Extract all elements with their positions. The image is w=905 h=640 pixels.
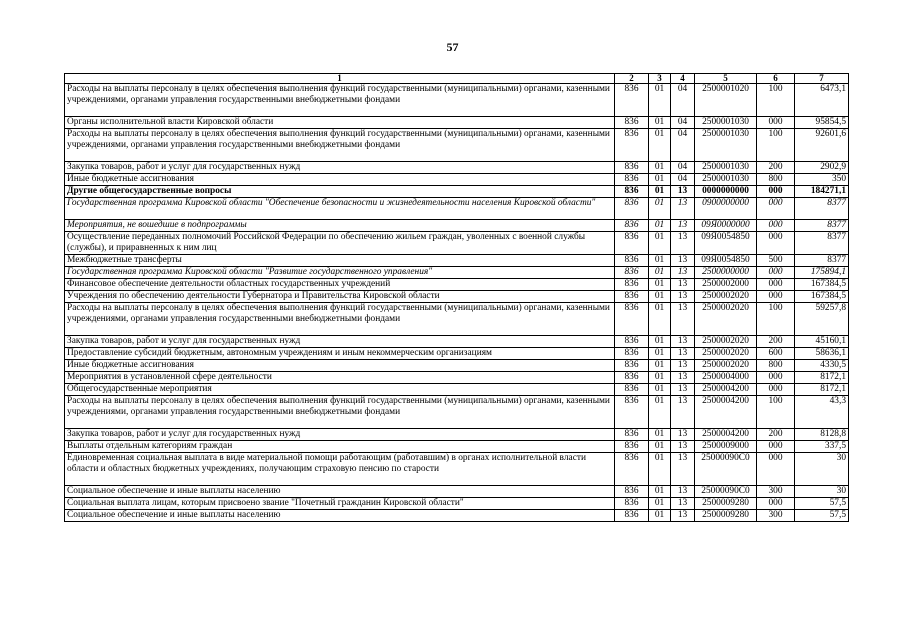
- table-row: [65, 117, 849, 129]
- row-code-ministry: 836: [615, 396, 649, 429]
- row-code-target: 2500009000: [695, 441, 757, 453]
- row-code-subsection: 13: [671, 498, 695, 510]
- row-code-subsection: 13: [671, 396, 695, 429]
- row-code-section: 01: [649, 453, 671, 486]
- row-code-expense-type: 000: [757, 220, 795, 232]
- row-code-expense-type: 000: [757, 198, 795, 220]
- row-amount: 2902,9: [795, 162, 849, 174]
- row-code-ministry: 836: [615, 291, 649, 303]
- table-row: [65, 232, 849, 255]
- row-code-section: 01: [649, 372, 671, 384]
- budget-table: [64, 73, 849, 522]
- row-code-section: 01: [649, 291, 671, 303]
- row-code-section: 01: [649, 396, 671, 429]
- table-row: [65, 198, 849, 220]
- row-code-expense-type: 300: [757, 510, 795, 522]
- row-code-ministry: 836: [615, 303, 649, 336]
- row-code-target: 2500004200: [695, 396, 757, 429]
- row-code-target: 2500000000: [695, 267, 757, 279]
- row-amount: 92601,6: [795, 129, 849, 162]
- row-code-expense-type: 600: [757, 348, 795, 360]
- row-code-target: 2500001030: [695, 117, 757, 129]
- row-code-expense-type: 800: [757, 360, 795, 372]
- row-code-subsection: 13: [671, 372, 695, 384]
- row-code-subsection: 13: [671, 255, 695, 267]
- table-row: [65, 162, 849, 174]
- row-code-subsection: 13: [671, 291, 695, 303]
- row-code-ministry: 836: [615, 162, 649, 174]
- row-name: Закупка товаров, работ и услуг для государственных нужд: [65, 336, 615, 348]
- row-amount: 30: [795, 486, 849, 498]
- col-header-4: 4: [671, 74, 695, 84]
- row-code-subsection: 13: [671, 384, 695, 396]
- row-code-expense-type: 000: [757, 291, 795, 303]
- row-amount: 8172,1: [795, 372, 849, 384]
- row-name: Органы исполнительной власти Кировской области: [65, 117, 615, 129]
- row-code-expense-type: 000: [757, 372, 795, 384]
- row-code-subsection: 13: [671, 303, 695, 336]
- row-code-subsection: 13: [671, 348, 695, 360]
- row-code-subsection: 13: [671, 220, 695, 232]
- row-code-section: 01: [649, 498, 671, 510]
- row-code-target: 2500004200: [695, 384, 757, 396]
- table-row: [65, 360, 849, 372]
- row-amount: 6473,1: [795, 84, 849, 117]
- row-code-ministry: 836: [615, 429, 649, 441]
- row-code-ministry: 836: [615, 498, 649, 510]
- row-name: Социальная выплата лицам, которым присвоено звание "Почетный гражданин Кировской области": [65, 498, 615, 510]
- row-code-expense-type: 500: [757, 255, 795, 267]
- row-code-subsection: 13: [671, 336, 695, 348]
- row-code-ministry: 836: [615, 384, 649, 396]
- table-row: [65, 498, 849, 510]
- row-amount: 43,3: [795, 396, 849, 429]
- row-code-ministry: 836: [615, 372, 649, 384]
- row-code-subsection: 04: [671, 129, 695, 162]
- row-code-subsection: 13: [671, 360, 695, 372]
- row-name: Государственная программа Кировской области "Развитие государственного управления": [65, 267, 615, 279]
- row-name: Предоставление субсидий бюджетным, автономным учреждениям и иным некоммерческим организациям: [65, 348, 615, 360]
- row-code-ministry: 836: [615, 84, 649, 117]
- row-code-subsection: 13: [671, 279, 695, 291]
- row-code-expense-type: 100: [757, 396, 795, 429]
- row-code-ministry: 836: [615, 198, 649, 220]
- row-code-subsection: 13: [671, 198, 695, 220]
- row-name: Социальное обеспечение и иные выплаты населению: [65, 486, 615, 498]
- table-row: [65, 291, 849, 303]
- row-code-target: 2500004200: [695, 429, 757, 441]
- row-code-section: 01: [649, 510, 671, 522]
- row-amount: 57,5: [795, 498, 849, 510]
- col-header-1: 1: [65, 74, 615, 84]
- table-row: [65, 267, 849, 279]
- row-code-section: 01: [649, 336, 671, 348]
- row-code-target: 2500002020: [695, 360, 757, 372]
- row-code-section: 01: [649, 267, 671, 279]
- row-code-expense-type: 300: [757, 486, 795, 498]
- row-amount: 8172,1: [795, 384, 849, 396]
- row-code-ministry: 836: [615, 360, 649, 372]
- table-row: [65, 174, 849, 186]
- row-name: Общегосударственные мероприятия: [65, 384, 615, 396]
- row-code-expense-type: 000: [757, 267, 795, 279]
- row-code-subsection: 13: [671, 453, 695, 486]
- row-code-section: 01: [649, 348, 671, 360]
- row-code-section: 01: [649, 162, 671, 174]
- row-amount: 8377: [795, 255, 849, 267]
- table-row: [65, 429, 849, 441]
- row-code-ministry: 836: [615, 279, 649, 291]
- row-code-ministry: 836: [615, 267, 649, 279]
- row-code-target: 2500002020: [695, 336, 757, 348]
- row-code-ministry: 836: [615, 255, 649, 267]
- row-code-ministry: 836: [615, 186, 649, 198]
- row-code-section: 01: [649, 486, 671, 498]
- row-amount: 8377: [795, 198, 849, 220]
- row-code-section: 01: [649, 198, 671, 220]
- col-header-3: 3: [649, 74, 671, 84]
- row-code-ministry: 836: [615, 117, 649, 129]
- row-code-target: 2500001030: [695, 129, 757, 162]
- row-name: Расходы на выплаты персоналу в целях обеспечения выполнения функций государственными (муниципальными) органами, казенными учреждениями, органами управления государственными внебюджетными фондами: [65, 129, 615, 162]
- row-code-subsection: 04: [671, 84, 695, 117]
- row-name: Финансовое обеспечение деятельности областных государственных учреждений: [65, 279, 615, 291]
- row-code-section: 01: [649, 232, 671, 255]
- row-code-target: 09Я0000000: [695, 220, 757, 232]
- row-name: Расходы на выплаты персоналу в целях обеспечения выполнения функций государственными (муниципальными) органами, казенными учреждениями, органами управления государственными внебюджетными фондами: [65, 84, 615, 117]
- table-row: [65, 510, 849, 522]
- row-code-ministry: 836: [615, 510, 649, 522]
- table-row: [65, 186, 849, 198]
- table-row: [65, 255, 849, 267]
- row-code-subsection: 13: [671, 510, 695, 522]
- row-code-subsection: 13: [671, 267, 695, 279]
- row-name: Расходы на выплаты персоналу в целях обеспечения выполнения функций государственными (муниципальными) органами, казенными учреждениями, органами управления государственными внебюджетными фондами: [65, 396, 615, 429]
- table-row: [65, 372, 849, 384]
- row-code-subsection: 13: [671, 429, 695, 441]
- col-header-2: 2: [615, 74, 649, 84]
- row-amount: 175894,1: [795, 267, 849, 279]
- row-amount: 167384,5: [795, 291, 849, 303]
- row-code-target: 09Я0054850: [695, 255, 757, 267]
- table-row: [65, 396, 849, 429]
- col-header-7: 7: [795, 74, 849, 84]
- row-code-subsection: 13: [671, 186, 695, 198]
- row-code-subsection: 13: [671, 486, 695, 498]
- row-code-target: 2500002000: [695, 279, 757, 291]
- row-code-expense-type: 000: [757, 441, 795, 453]
- row-name: Иные бюджетные ассигнования: [65, 360, 615, 372]
- row-code-ministry: 836: [615, 453, 649, 486]
- row-code-ministry: 836: [615, 336, 649, 348]
- row-amount: 350: [795, 174, 849, 186]
- table-row: [65, 453, 849, 486]
- row-name: Социальное обеспечение и иные выплаты населению: [65, 510, 615, 522]
- row-name: Государственная программа Кировской области "Обеспечение безопасности и жизнедеятельности населения Кировской области": [65, 198, 615, 220]
- row-code-section: 01: [649, 117, 671, 129]
- row-name: Мероприятия, не вошедшие в подпрограммы: [65, 220, 615, 232]
- row-code-expense-type: 000: [757, 279, 795, 291]
- row-code-expense-type: 000: [757, 186, 795, 198]
- row-code-section: 01: [649, 360, 671, 372]
- row-code-expense-type: 200: [757, 336, 795, 348]
- row-code-ministry: 836: [615, 486, 649, 498]
- row-code-subsection: 04: [671, 174, 695, 186]
- row-code-expense-type: 100: [757, 129, 795, 162]
- row-code-section: 01: [649, 384, 671, 396]
- table-row: [65, 441, 849, 453]
- row-code-target: 0900000000: [695, 198, 757, 220]
- row-amount: 45160,1: [795, 336, 849, 348]
- row-amount: 57,5: [795, 510, 849, 522]
- row-amount: 4330,5: [795, 360, 849, 372]
- table-row: [65, 384, 849, 396]
- table-row: [65, 129, 849, 162]
- table-body: [65, 84, 849, 522]
- row-amount: 95854,5: [795, 117, 849, 129]
- table-row: [65, 336, 849, 348]
- row-code-target: 25000090С0: [695, 453, 757, 486]
- row-code-section: 01: [649, 186, 671, 198]
- row-code-section: 01: [649, 441, 671, 453]
- row-amount: 30: [795, 453, 849, 486]
- row-code-subsection: 04: [671, 162, 695, 174]
- row-code-expense-type: 000: [757, 232, 795, 255]
- row-code-ministry: 836: [615, 348, 649, 360]
- row-code-expense-type: 000: [757, 384, 795, 396]
- table-row: [65, 486, 849, 498]
- row-code-target: 09Я0054850: [695, 232, 757, 255]
- row-name: Закупка товаров, работ и услуг для государственных нужд: [65, 429, 615, 441]
- row-amount: 59257,8: [795, 303, 849, 336]
- row-code-target: 2500002020: [695, 303, 757, 336]
- row-code-ministry: 836: [615, 441, 649, 453]
- row-code-expense-type: 000: [757, 453, 795, 486]
- row-name: Закупка товаров, работ и услуг для государственных нужд: [65, 162, 615, 174]
- row-code-expense-type: 200: [757, 162, 795, 174]
- header-row: [65, 74, 849, 84]
- row-name: Расходы на выплаты персоналу в целях обеспечения выполнения функций государственными (муниципальными) органами, казенными учреждениями, органами управления государственными внебюджетными фондами: [65, 303, 615, 336]
- row-name: Единовременная социальная выплата в виде материальной помощи работающим (работавшим) в органах исполнительной власти области и областных бюджетных учреждениях, получающим страховую пенсию по старости: [65, 453, 615, 486]
- row-code-ministry: 836: [615, 220, 649, 232]
- table-row: [65, 303, 849, 336]
- row-code-section: 01: [649, 429, 671, 441]
- row-amount: 184271,1: [795, 186, 849, 198]
- row-name: Межбюджетные трансферты: [65, 255, 615, 267]
- row-code-section: 01: [649, 220, 671, 232]
- row-name: Иные бюджетные ассигнования: [65, 174, 615, 186]
- row-code-target: 25000090С0: [695, 486, 757, 498]
- row-name: Другие общегосударственные вопросы: [65, 186, 615, 198]
- row-code-expense-type: 100: [757, 84, 795, 117]
- row-code-expense-type: 000: [757, 498, 795, 510]
- row-amount: 8128,8: [795, 429, 849, 441]
- row-amount: 8377: [795, 232, 849, 255]
- row-code-target: 2500002020: [695, 291, 757, 303]
- row-code-section: 01: [649, 129, 671, 162]
- row-amount: 167384,5: [795, 279, 849, 291]
- row-code-target: 2500009280: [695, 498, 757, 510]
- row-amount: 8377: [795, 220, 849, 232]
- row-code-subsection: 13: [671, 232, 695, 255]
- row-code-ministry: 836: [615, 129, 649, 162]
- table-row: [65, 279, 849, 291]
- col-header-5: 5: [695, 74, 757, 84]
- row-code-target: 2500001020: [695, 84, 757, 117]
- row-code-section: 01: [649, 279, 671, 291]
- row-code-expense-type: 200: [757, 429, 795, 441]
- table-row: [65, 220, 849, 232]
- page-number: 57: [446, 40, 459, 54]
- row-name: Осуществление переданных полномочий Российской Федерации по обеспечению жильем граждан, уволенных с военной службы (службы), и приравненных к ним лиц: [65, 232, 615, 255]
- row-name: Учреждения по обеспечению деятельности Губернатора и Правительства Кировской области: [65, 291, 615, 303]
- row-code-target: 2500004000: [695, 372, 757, 384]
- row-name: Мероприятия в установленной сфере деятельности: [65, 372, 615, 384]
- row-code-section: 01: [649, 255, 671, 267]
- col-header-6: 6: [757, 74, 795, 84]
- row-code-target: 2500001030: [695, 174, 757, 186]
- row-code-ministry: 836: [615, 232, 649, 255]
- row-code-section: 01: [649, 84, 671, 117]
- row-code-expense-type: 000: [757, 117, 795, 129]
- row-code-target: 2500001030: [695, 162, 757, 174]
- row-code-section: 01: [649, 303, 671, 336]
- row-name: Выплаты отдельным категориям граждан: [65, 441, 615, 453]
- row-code-expense-type: 100: [757, 303, 795, 336]
- row-code-subsection: 13: [671, 441, 695, 453]
- table-row: [65, 348, 849, 360]
- row-code-target: 2500002020: [695, 348, 757, 360]
- row-code-target: 0000000000: [695, 186, 757, 198]
- row-code-section: 01: [649, 174, 671, 186]
- row-amount: 58636,1: [795, 348, 849, 360]
- table-row: [65, 84, 849, 117]
- row-code-ministry: 836: [615, 174, 649, 186]
- row-code-target: 2500009280: [695, 510, 757, 522]
- row-code-subsection: 04: [671, 117, 695, 129]
- row-amount: 337,5: [795, 441, 849, 453]
- row-code-expense-type: 800: [757, 174, 795, 186]
